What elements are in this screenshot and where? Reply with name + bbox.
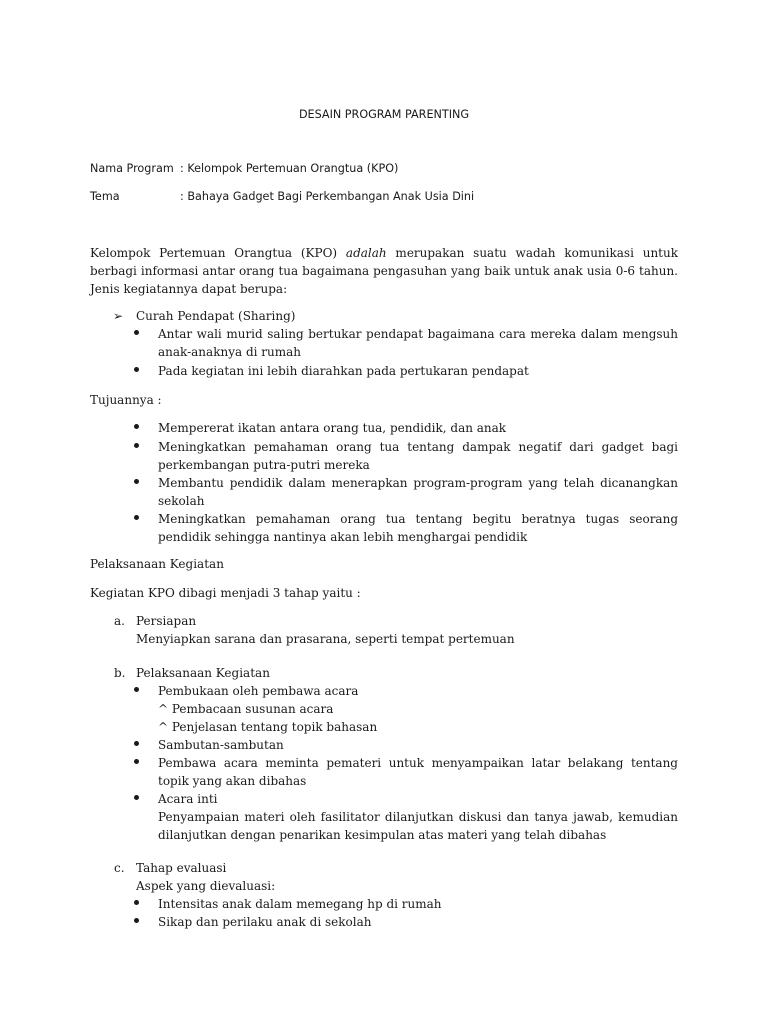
tujuan-heading: Tujuannya :: [90, 393, 162, 407]
tema-label: Tema: [90, 190, 120, 203]
stage-b-item-4-desc: Penyampaian materi oleh fasilitator dilanjutkan diskusi dan tanya jawab, kemudian dilanjutkan dengan penarikan kesimpulan atas materi yang telah dibahas: [158, 810, 678, 842]
stage-c-letter: c.: [114, 861, 125, 875]
sharing-item-1: Antar wali murid saling bertukar pendapat bagaimana cara mereka dalam mengsuh anak-anaknya di rumah: [158, 327, 678, 359]
tujuan-item-1: Mempererat ikatan antara orang tua, pendidik, dan anak: [158, 421, 507, 435]
tujuan-item-2: Meningkatkan pemahaman orang tua tentang dampak negatif dari gadget bagi perkembangan putra-putri mereka: [158, 440, 678, 472]
tujuan-item-4: Meningkatkan pemahaman orang tua tentang begitu beratnya tugas seorang pendidik sehingga nantinya akan lebih menghargai pendidik: [158, 512, 678, 544]
bullet-icon: [133, 419, 141, 427]
stage-a-desc: Menyiapkan sarana dan prasarana, seperti tempat pertemuan: [136, 632, 515, 646]
bullet-icon: [133, 474, 141, 482]
stage-c-title: Tahap evaluasi: [136, 861, 227, 875]
bullet-icon: [133, 790, 141, 798]
intro-text-2: merupakan suatu wadah komunikasi untuk berbagi informasi antar orang tua bagaimana pengasuhan yang baik untuk anak usia 0-6 tahun. Jenis kegiatannya dapat berupa:: [90, 246, 678, 296]
sharing-heading: Curah Pendapat (Sharing): [136, 309, 296, 323]
pelaksanaan-heading: Pelaksanaan Kegiatan: [90, 557, 224, 571]
program-value: : Kelompok Pertemuan Orangtua (KPO): [180, 162, 399, 175]
bullet-icon: [133, 325, 141, 333]
tahap-intro: Kegiatan KPO dibagi menjadi 3 tahap yaitu :: [90, 586, 361, 600]
stage-b-title: Pelaksanaan Kegiatan: [136, 666, 270, 680]
sharing-item-2: Pada kegiatan ini lebih diarahkan pada pertukaran pendapat: [158, 364, 529, 378]
stage-c-item-1: Intensitas anak dalam memegang hp di rumah: [158, 897, 442, 911]
bullet-icon: [133, 736, 141, 744]
bullet-icon: [133, 438, 141, 446]
intro-paragraph: [90, 244, 678, 298]
bullet-icon: [133, 754, 141, 762]
program-label: Nama Program: [90, 162, 174, 175]
stage-b-item-1: Pembukaan oleh pembawa acara: [158, 684, 359, 698]
bullet-icon: [133, 510, 141, 518]
tema-value: : Bahaya Gadget Bagi Perkembangan Anak Usia Dini: [180, 190, 475, 203]
intro-italic: adalah: [345, 246, 387, 260]
stage-b-sub-1: ^ Pembacaan susunan acara: [158, 702, 334, 716]
stage-a-letter: a.: [114, 614, 125, 628]
stage-b-item-3: Pembawa acara meminta pemateri untuk menyampaikan latar belakang tentang topik yang akan dibahas: [158, 756, 678, 788]
bullet-icon: [133, 682, 141, 690]
bullet-icon: [133, 913, 141, 921]
stage-c-desc: Aspek yang dievaluasi:: [136, 879, 276, 893]
bullet-icon: [133, 362, 141, 370]
stage-a-title: Persiapan: [136, 614, 197, 628]
stage-b-item-4: Acara inti: [158, 792, 218, 806]
stage-b-sub-2: ^ Penjelasan tentang topik bahasan: [158, 720, 378, 734]
bullet-icon: [133, 895, 141, 903]
intro-text-1: Kelompok Pertemuan Orangtua (KPO): [90, 246, 346, 260]
stage-b-letter: b.: [114, 666, 126, 680]
stage-b-item-2: Sambutan-sambutan: [158, 738, 284, 752]
tujuan-item-3: Membantu pendidik dalam menerapkan program-program yang telah dicanangkan sekolah: [158, 476, 678, 508]
document-title: DESAIN PROGRAM PARENTING: [298, 108, 470, 121]
arrow-bullet-icon: ➢: [113, 309, 124, 323]
stage-c-item-2: Sikap dan perilaku anak di sekolah: [158, 915, 372, 929]
